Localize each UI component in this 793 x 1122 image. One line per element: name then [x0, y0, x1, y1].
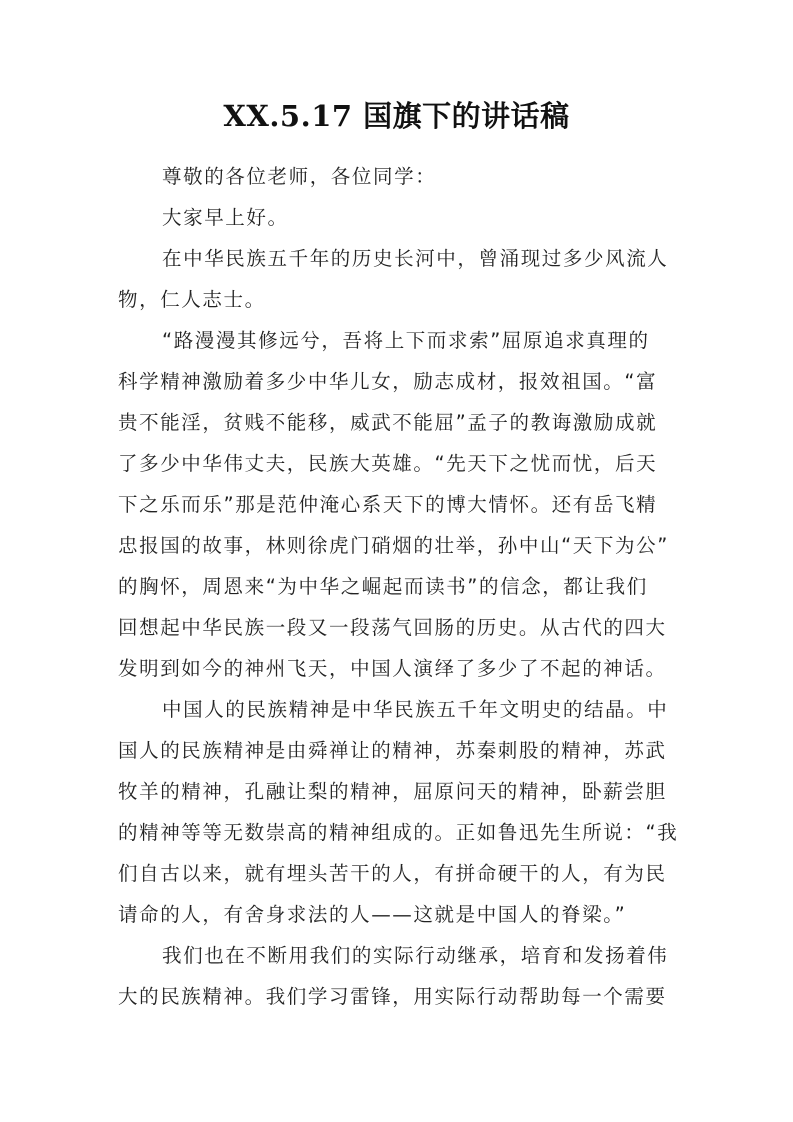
text-line: 发明到如今的神州飞天，中国人演绎了多少了不起的神话。	[118, 657, 667, 680]
text-line: 了多少中华伟丈夫，民族大英雄。“先天下之忧而忧，后天	[118, 452, 658, 475]
text-line: 在中华民族五千年的历史长河中，曾涌现过多少风流人	[162, 247, 669, 270]
text-line: 我们也在不断用我们的实际行动继承，培育和发扬着伟	[162, 944, 669, 967]
text-line: 的精神等等无数崇高的精神组成的。正如鲁迅先生所说：“我	[118, 821, 679, 844]
text-line: 回想起中华民族一段又一段荡气回肠的历史。从古代的四大	[118, 616, 667, 639]
text-line: “路漫漫其修远兮，吾将上下而求索”屈原追求真理的	[162, 329, 650, 352]
text-line: 大的民族精神。我们学习雷锋，用实际行动帮助每一个需要	[118, 985, 667, 1008]
document-title: XX.5.17 国旗下的讲话稿	[223, 99, 570, 133]
text-line: 物，仁人志士。	[118, 288, 266, 311]
text-line: 忠报国的故事，林则徐虎门硝烟的壮举，孙中山“天下为公”	[118, 534, 669, 557]
text-line: 牧羊的精神，孔融让梨的精神，屈原问天的精神，卧薪尝胆	[118, 780, 667, 803]
text-line: 请命的人，有舍身求法的人——这就是中国人的脊梁。”	[118, 903, 627, 926]
text-line: 中国人的民族精神是中华民族五千年文明史的结晶。中	[162, 698, 669, 721]
text-line: 下之乐而乐”那是范仲淹心系天下的博大情怀。还有岳飞精	[118, 493, 658, 516]
text-line: 的胸怀，周恩来“为中华之崛起而读书”的信念，都让我们	[118, 575, 648, 598]
text-line: 大家早上好。	[162, 206, 289, 229]
text-line: 科学精神激励着多少中华儿女，励志成材，报效祖国。“富	[118, 370, 658, 393]
text-line: 国人的民族精神是由舜禅让的精神，苏秦刺股的精神，苏武	[118, 739, 667, 762]
text-line: 贵不能淫，贫贱不能移，威武不能屈”孟子的教诲激励成就	[118, 411, 658, 434]
text-line: 尊敬的各位老师，各位同学：	[162, 165, 437, 188]
document-body	[118, 156, 678, 1017]
text-line: 们自古以来，就有埋头苦干的人，有拼命硬干的人，有为民	[118, 862, 667, 885]
